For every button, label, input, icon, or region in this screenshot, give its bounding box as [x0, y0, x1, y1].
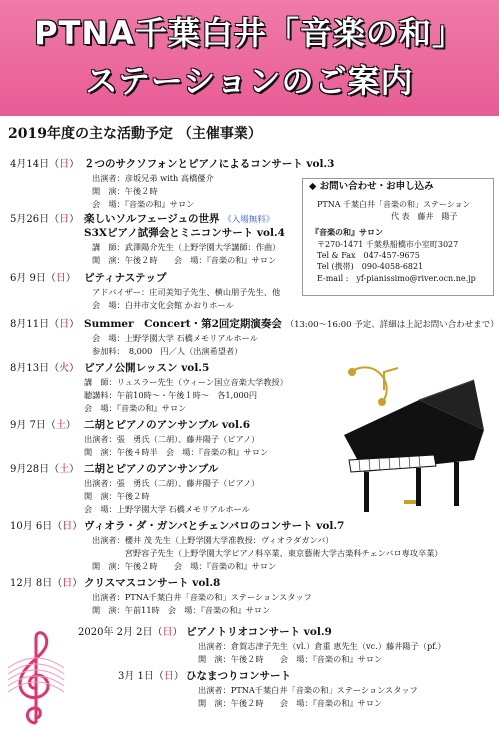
event-date: 10月 6日: [10, 521, 53, 532]
event-title: ２つのサクソフォンとピアノによるコンサート vol.3: [84, 158, 335, 170]
contact-address: 〒270-1471 千葉県船橋市小室町3027: [317, 240, 459, 249]
banner-title-line1: PTNA千葉白井「音楽の和」: [34, 14, 465, 52]
event-detail: 講 師：リュスラー先生（ウィーン国立音楽大学教授）: [84, 377, 288, 387]
event-detail: 参加料： 8,000 円／人（出演希望者）: [92, 346, 243, 356]
event-detail: 講 師：武澤陽介先生（上野学園大学講師：作曲）: [92, 242, 281, 252]
event-day: 日: [59, 319, 70, 330]
event-date: 12月 8日: [10, 578, 53, 589]
contact-telfax: Tel & Fax 047-457-9675: [317, 251, 420, 260]
event-detail: 会 場：『音楽の和』サロン: [92, 199, 195, 209]
event-day: 日: [59, 214, 70, 225]
event-date: 5月26日: [10, 214, 50, 225]
event-detail: 会 場：上野学園大学 石橋メモリアルホール: [92, 333, 258, 343]
event-detail: 出演者：倉賀志津子先生（vl.）倉重 恵先生（vc.）藤井陽子（pf.）: [198, 641, 446, 651]
event-detail: 聴講料：午前10時～・午後１時～ 各1,000円: [84, 390, 258, 400]
event-date: 8月11日: [10, 319, 50, 330]
event-date: 8月13日: [10, 363, 50, 374]
event-date: 6月 9日: [10, 273, 46, 284]
event-detail: アドバイザー：庄司美知子先生、横山朋子先生、他: [92, 287, 281, 297]
event-detail: 出演者：張 勇氏（二胡）、藤井陽子（ピアノ）: [84, 478, 260, 488]
event-title: 二胡とピアノのアンサンブル vol.6: [84, 419, 251, 431]
event-title: Summer Concert・第2回定期演奏会: [84, 318, 282, 330]
event-title: ヴィオラ・ダ・ガンバとチェンバロのコンサート vol.7: [84, 520, 345, 532]
treble-clef-icon: [6, 628, 66, 728]
contact-salon: 『音楽の和』サロン: [311, 227, 383, 237]
banner-title-line2: ステーションのご案内: [85, 62, 414, 100]
event-date: 3月 1日: [118, 671, 154, 682]
contact-representative: 代 表 藤井 陽子: [391, 212, 458, 221]
event-title: 楽しいソルフェージュの世界: [84, 213, 220, 225]
event-detail: 開 演：午後４時半 会 場：『音楽の和』サロン: [84, 447, 269, 457]
event-date: 9月28日: [10, 464, 50, 475]
event-title: ピティナステップ: [84, 272, 167, 284]
event-day: 土: [59, 464, 70, 475]
event-detail: 宮野容子先生（上野学園大学ピアノ科卒業、東京藝術大学古楽科チェンバロ専攻卒業）: [92, 548, 443, 558]
event-title: クリスマスコンサート vol.8: [84, 577, 221, 589]
header-banner: [0, 0, 499, 116]
event-title: 二胡とピアノのアンサンブル: [84, 463, 219, 475]
event-day: 日: [163, 671, 174, 682]
event-detail: 開 演：午前11時 会 場：『音楽の和』サロン: [92, 605, 271, 615]
event-detail: 出演者：PTNA千葉白井「音楽の和」ステーションスタッフ: [92, 592, 312, 602]
event-detail: 会 場：白井市文化会館 かおりホール: [92, 300, 234, 310]
event-detail: 出演者：張 勇氏（二胡）、藤井陽子（ピアノ）: [84, 434, 260, 444]
contact-mobile: Tel (携帯) 090-4058-6821: [317, 262, 424, 271]
event-day: 火: [59, 363, 70, 374]
grand-piano-icon: [324, 360, 494, 520]
event-date: 2020年 2月 2日: [78, 627, 153, 638]
event-detail: 開 演：午後２時 会 場：『音楽の和』サロン: [198, 654, 383, 664]
event-date: 9月 7日: [10, 420, 46, 431]
schedule-heading: 2019年度の主な活動予定 （主催事業）: [8, 126, 262, 142]
event-day: 日: [55, 273, 66, 284]
event-day: 日: [59, 159, 70, 170]
event-title: ピアノ公開レッスン vol.5: [84, 362, 210, 374]
event-title: ピアノトリオコンサート vol.9: [186, 626, 332, 638]
event-day: 日: [162, 627, 173, 638]
event-detail: 開 演：午後２時 会 場：『音楽の和』サロン: [198, 698, 383, 708]
event-day: 日: [62, 521, 73, 532]
event-detail: 出演者：彦坂兄弟 with 高橋優介: [92, 173, 214, 183]
event-detail: 出演者：PTNA千葉白井「音楽の和」ステーションスタッフ: [198, 685, 418, 695]
contact-station: PTNA 千葉白井「音楽の和」ステーション: [317, 200, 471, 209]
event-detail: 開 演：午後２時: [84, 491, 150, 501]
contact-box: [302, 178, 494, 296]
event-detail: 開 演：午後２時 会 場：『音楽の和』サロン: [92, 255, 277, 265]
event-title: ひなまつりコンサート: [186, 670, 291, 682]
event-detail: 開 演：午後２時 会 場：『音楽の和』サロン: [92, 561, 277, 571]
event-note: （13:00～16:00 予定、詳細は上記お問い合わせまで）: [285, 320, 499, 330]
event-detail: 出演者：櫻井 茂 先生（上野学園大学准教授：ヴィオラダガンバ）: [92, 535, 334, 545]
event-detail: 会 場：『音楽の和』サロン: [84, 403, 187, 413]
event-day: 土: [55, 420, 66, 431]
contact-header: ◆ お問い合わせ・お申し込み: [309, 181, 434, 192]
event-note: 《入場無料》: [223, 215, 275, 225]
contact-email: E-mail : yf-pianissimo@river.ocn.ne.jp: [317, 274, 476, 283]
event-day: 日: [62, 578, 73, 589]
event-detail: 会 場：上野学園大学 石橋メモリアルホール: [84, 504, 250, 514]
event-title-2: S3Xピアノ試弾会とミニコンサート vol.4: [84, 227, 285, 239]
event-detail: 開 演：午後２時: [92, 186, 158, 196]
event-date: 4月14日: [10, 159, 50, 170]
